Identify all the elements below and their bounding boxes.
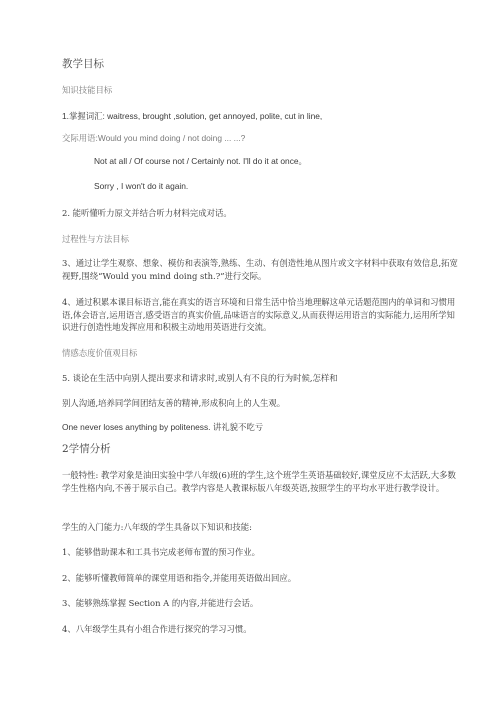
general-traits-paragraph: 一般特性: 教学对象是油田实验中学八年级(6)班的学生,这个班学生英语基础较好,课堂反应不太活跃,大多数学生性格内向,不善于展示自己。教学内容是人教课标版八年级英语,按照学生的平均水平进行教学设计。: [62, 470, 456, 493]
communication-item-b: 别人沟通,培养同学间团结友善的精神,形成积向上的人生观。: [62, 398, 286, 408]
vocab-item: 1.掌握词汇: waitress, brought ,solution, get annoyed, polite, cut in line,: [62, 111, 323, 121]
doc-title: 教学目标: [62, 58, 104, 70]
reply-line-1: Not at all / Of course not / Certainly not. I'll do it at once。: [94, 156, 307, 166]
observation-item: 3、通过让学生观察、想象、模仿和表演等,熟练、生动、有创造性地从图片或文字材料中获取有效信息,拓宽视野,围绕“Would you mind doing sth.?”进行交际。: [62, 258, 458, 281]
language-item: 4、通过积累本课目标语言,能在真实的语言环境和日常生活中恰当地理解这单元话题范围内的单词和习惯用语,体会语言,运用语言,感受语言的真实价值,品味语言的实际意义,从而获得运用语言的实际能力,运用所学知识进行创造性地发挥应用和积极主动地用英语进行交流。: [62, 297, 456, 333]
phrase-line: 交际用语:Would you mind doing / not doing ... ...?: [62, 133, 246, 143]
knowledge-heading: 知识技能目标: [62, 85, 113, 95]
proverb: One never loses anything by politeness. 讲礼貌不吃亏: [62, 422, 264, 432]
entry-ability-paragraph: 学生的入门能力:八年级的学生具备以下知识和技能:: [62, 522, 252, 532]
communication-item-a: 5. 谈论在生活中向别人提出要求和请求时,或别人有不良的行为时候,怎样和: [62, 373, 338, 383]
ability-item-3: 3、能够熟练掌握 Section A 的内容,并能进行会话。: [62, 598, 259, 608]
ability-item-1: 1、能够借助课本和工具书完成老师布置的预习作业。: [62, 547, 260, 557]
ability-item-4: 4、八年级学生具有小组合作进行探究的学习习惯。: [62, 624, 252, 634]
reply-line-2: Sorry , I won't do it again.: [94, 181, 189, 191]
listening-item: 2. 能听懂听力原文并结合听力材料完成对话。: [62, 208, 232, 218]
process-heading: 过程性与方法目标: [62, 234, 129, 244]
ability-item-2: 2、能够听懂教师简单的课堂用语和指令,并能用英语做出回应。: [62, 573, 297, 583]
section-title: 2学情分析: [62, 443, 111, 455]
emotion-heading: 情感态度价值观目标: [62, 348, 138, 358]
